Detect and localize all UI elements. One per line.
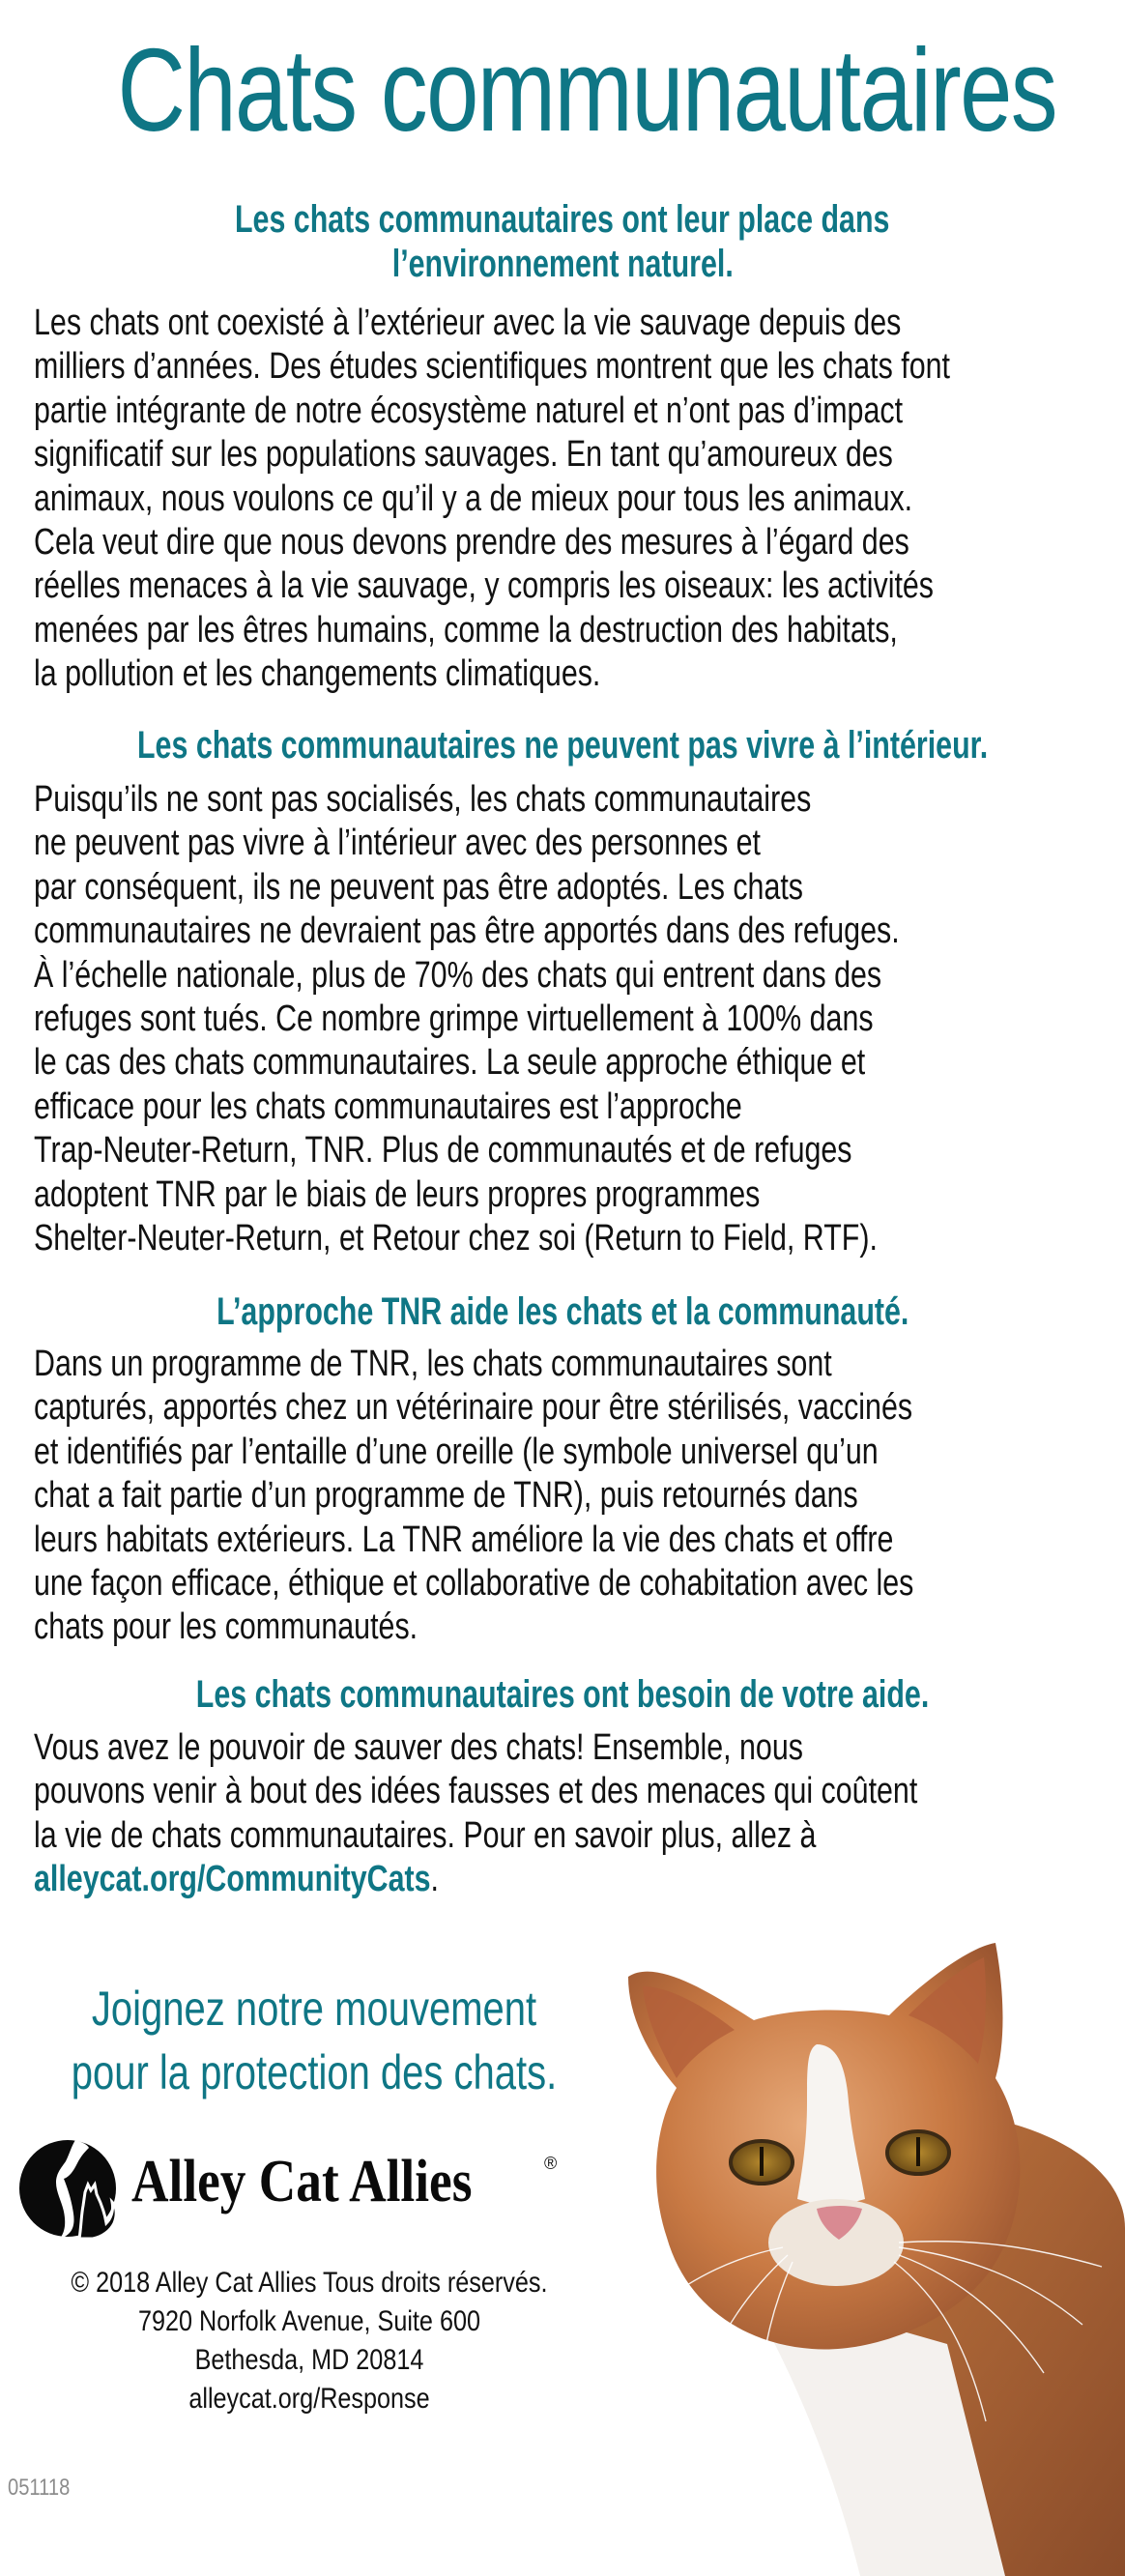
- body-line: partie intégrante de notre écosystème naturel et n’ont pas d’impact: [34, 390, 904, 431]
- body-line: chats pour les communautés.: [34, 1606, 418, 1648]
- community-cats-link[interactable]: alleycat.org/CommunityCats: [34, 1859, 431, 1900]
- body-line: efficace pour les chats communautaires est l’approche: [34, 1085, 742, 1127]
- body-line: animaux, nous voulons ce qu’il y a de mieux pour tous les animaux.: [34, 478, 913, 519]
- section-body-need-your-help: [34, 1726, 1125, 1902]
- body-line: communautaires ne devraient pas être apportés dans des refuges.: [34, 911, 900, 952]
- call-to-action: [0, 1977, 628, 2104]
- section-heading-need-your-help: [0, 1672, 1125, 1717]
- section-body-natural-environment: [34, 302, 1125, 697]
- section-body-cannot-live-indoors: [34, 778, 1125, 1260]
- body-line: milliers d’années. Des études scientifiques montrent que les chats font: [34, 346, 950, 388]
- body-line: menées par les êtres humains, comme la destruction des habitats,: [34, 609, 898, 651]
- copyright-line: © 2018 Alley Cat Allies Tous droits réservés.: [71, 2267, 548, 2299]
- body-line: Cela veut dire que nous devons prendre des mesures à l’égard des: [34, 521, 909, 563]
- body-line: Dans un programme de TNR, les chats communautaires sont: [34, 1344, 832, 1384]
- body-line: Les chats ont coexisté à l’extérieur avec la vie sauvage depuis des: [34, 303, 902, 343]
- body-line: refuges sont tués. Ce nombre grimpe virtuellement à 100% dans: [34, 998, 874, 1039]
- body-line: Vous avez le pouvoir de sauver des chats! Ensemble, nous: [34, 1727, 803, 1768]
- link-line: [34, 1858, 962, 1901]
- section-body-tnr-helps: [34, 1343, 1125, 1650]
- city-state-zip-line: Bethesda, MD 20814: [194, 2344, 424, 2376]
- body-line: pouvons venir à bout des idées fausses et des menaces qui coûtent: [34, 1771, 918, 1812]
- body-line: la vie de chats communautaires. Pour en savoir plus, allez à: [34, 1814, 817, 1856]
- body-line: leurs habitats extérieurs. La TNR améliore la vie des chats et offre: [34, 1519, 894, 1560]
- registered-mark: ®: [544, 2154, 558, 2173]
- link-suffix: .: [430, 1859, 439, 1900]
- heading-line: Les chats communautaires ont besoin de votre aide.: [195, 1673, 930, 1716]
- cta-line: pour la protection des chats.: [71, 2045, 558, 2099]
- cta-line: Joignez notre mouvement: [91, 1982, 537, 2036]
- body-line: Trap-Neuter-Return, TNR. Plus de communautés et de refuges: [34, 1130, 852, 1172]
- heading-line: Les chats communautaires ont leur place dans: [235, 198, 890, 241]
- body-line: chat a fait partie d’un programme de TNR), puis retournés dans: [34, 1475, 858, 1517]
- body-line: adoptent TNR par le biais de leurs propres programmes: [34, 1173, 761, 1215]
- body-line: significatif sur les populations sauvages. En tant qu’amoureux des: [34, 434, 893, 476]
- section-heading-cannot-live-indoors: [0, 723, 1125, 767]
- street-address-line: 7920 Norfolk Avenue, Suite 600: [137, 2305, 480, 2337]
- body-line: ne peuvent pas vivre à l’intérieur avec des personnes et: [34, 823, 761, 864]
- body-line: le cas des chats communautaires. La seule approche éthique et: [34, 1042, 866, 1084]
- section-heading-natural-environment: [0, 197, 1125, 286]
- page-title-text: Chats communautaires: [117, 24, 1056, 156]
- print-code: 051118: [8, 2475, 71, 2501]
- page-title: [0, 24, 1125, 156]
- response-url-line[interactable]: alleycat.org/Response: [188, 2383, 430, 2415]
- heading-line: Les chats communautaires ne peuvent pas vivre à l’intérieur.: [136, 724, 989, 767]
- body-line: À l’échelle nationale, plus de 70% des chats qui entrent dans des: [34, 954, 882, 996]
- logo-wordmark: Alley Cat Allies: [131, 2149, 473, 2214]
- body-line: une façon efficace, éthique et collaborative de cohabitation avec les: [34, 1562, 914, 1604]
- section-heading-tnr-helps: [0, 1289, 1125, 1334]
- cat-silhouette-logo-icon: [17, 2134, 122, 2241]
- alley-cat-allies-logo: [17, 2134, 578, 2243]
- body-line: Shelter-Neuter-Return, et Retour chez soi (Return to Field, RTF).: [34, 1217, 878, 1259]
- footer-address: [0, 2264, 619, 2418]
- cat-photo: [599, 1919, 1125, 2576]
- body-line: réelles menaces à la vie sauvage, y compris les oiseaux: les activités: [34, 565, 934, 607]
- body-line: par conséquent, ils ne peuvent pas être adoptés. Les chats: [34, 866, 803, 908]
- body-line: Puisqu’ils ne sont pas socialisés, les chats communautaires: [34, 779, 812, 820]
- body-line: capturés, apportés chez un vétérinaire pour être stérilisés, vaccinés: [34, 1387, 913, 1429]
- heading-line: L’approche TNR aide les chats et la communauté.: [216, 1290, 909, 1333]
- body-line: la pollution et les changements climatiques.: [34, 653, 601, 695]
- heading-line: l’environnement naturel.: [391, 243, 734, 285]
- body-line: et identifiés par l’entaille d’une oreille (le symbole universel qu’un: [34, 1431, 879, 1472]
